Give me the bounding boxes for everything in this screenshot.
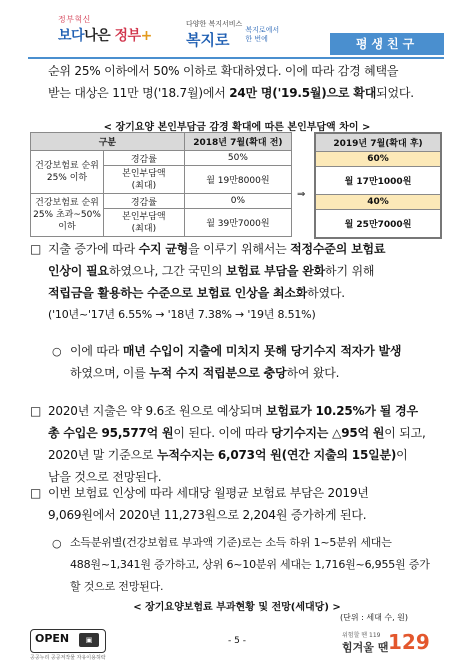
table1-label: 본인부담액 (최대)	[104, 209, 185, 237]
para1-line2a: 받는 대상은 11만 명('18.7월)에서	[48, 86, 230, 100]
para1-line2b: 24만 명('19.5월)으로 확대	[229, 86, 377, 100]
paragraph-1	[48, 60, 443, 104]
logo-small-text: 정부혁신	[58, 15, 91, 24]
hotline-logo	[342, 630, 442, 660]
header-divider	[28, 57, 444, 59]
table1-group-1: 건강보험료 순위 25% 이하	[31, 151, 104, 194]
table1-after-cell: 40%	[315, 195, 441, 210]
table1-cell: 월 19만8000원	[184, 166, 291, 194]
table1-label: 본인부담액 (최대)	[104, 166, 185, 194]
bokjiro-brand: 복지로	[186, 31, 230, 49]
circle-bullet-icon: ○	[52, 345, 62, 358]
license-icon: ▣	[79, 633, 99, 647]
lifelong-friend-tag: 평생친구	[330, 33, 444, 55]
bokjiro-logo	[186, 20, 279, 50]
open-license-sub: 공공누리 공공저작물 자유이용허락	[30, 655, 106, 661]
bokjiro-right-2: 한 번에	[245, 35, 268, 43]
hotline-text: 힘겨울 땐	[342, 641, 389, 654]
arrow-icon: ⇒	[297, 189, 306, 200]
table1-after-cell: 월 17만1000원	[315, 167, 441, 195]
logo-text-b: 나은	[84, 28, 111, 44]
table1-group-2: 건강보험료 순위 25% 초과~50% 이하	[31, 194, 104, 237]
table1-title: < 장기요양 본인부담금 감경 확대에 따른 본인부담액 차이 >	[103, 122, 371, 133]
hotline-small: 위험할 땐 119	[342, 632, 381, 639]
table1-after-cell: 60%	[315, 152, 441, 167]
table1-col-after: 2019년 7월(확대 후)	[315, 133, 441, 152]
table1-col-before: 2018년 7월(확대 전)	[184, 133, 291, 151]
square-bullet-icon: □	[30, 486, 42, 500]
paragraph-4: 2020년 지출은 약 9.6조 원으로 예상되며 보험료가 10.25%가 될 경우 총 수입은 95,577억 원이 된다. 이에 따라 당기수지는 △95억 원이 되고, 2020년 말 기준으로 누적수지는 6,073억 원(연간 지출의 15일분)이 남을 것으로 전망된다.	[48, 404, 426, 484]
paragraph-6: 소득분위별(건강보험료 부과액 기준)로는 소득 하위 1~5분위 세대는 488원~1,341원 증가하고, 상위 6~10분위 세대는 1,716원~6,955원 증가 할 것으로 전망된다.	[70, 536, 430, 593]
gov-innovation-logo	[58, 14, 152, 45]
paragraph-3: 이에 따라 매년 수입이 지출에 미치지 못해 당기수지 적자가 발생 하였으며, 이를 누적 수지 적립분으로 충당하여 왔다.	[70, 344, 402, 380]
table1-col-group: 구분	[31, 133, 185, 151]
paragraph-2: 지출 증가에 따라 수지 균형을 이루기 위해서는 적정수준의 보험료 인상이 필요하였으나, 그간 국민의 보험료 부담을 완화하기 위해 적립금을 활용하는 수준으로 보험료 인상을 최소화하였다. ('10년~'17년 6.55% → '18년 7.38% → '19년 8.51%)	[48, 238, 443, 326]
rate-history: ('10년~'17년 6.55% → '18년 7.38% → '19년 8.51%)	[48, 308, 316, 321]
table1-before	[30, 132, 292, 237]
hotline-number: 129	[388, 630, 430, 654]
bokjiro-small-text: 다양한 복지서비스	[186, 20, 243, 28]
table2-unit: (단위 : 세대 수, 원)	[340, 613, 409, 622]
table1-label: 경감률	[104, 194, 185, 209]
plus-icon: +	[140, 28, 152, 44]
circle-bullet-icon: ○	[52, 537, 62, 550]
square-bullet-icon: □	[30, 242, 42, 256]
square-bullet-icon: □	[30, 404, 42, 418]
table1-cell: 0%	[184, 194, 291, 209]
para1-line1: 순위 25% 이하에서 50% 이하로 확대하였다. 이에 따라 감경 혜택을	[48, 64, 399, 78]
table1-label: 경감률	[104, 151, 185, 166]
para1-line2c: 되었다.	[376, 86, 414, 100]
logo-text-c: 정부	[114, 28, 141, 44]
table1-after	[314, 132, 442, 239]
page-number: - 5 -	[228, 636, 246, 646]
table1-cell: 50%	[184, 151, 291, 166]
open-text: OPEN	[35, 632, 70, 645]
logo-text-a: 보다	[58, 28, 85, 44]
bokjiro-right-1: 복지로에서	[245, 26, 280, 34]
table1-cell: 월 39만7000원	[184, 209, 291, 237]
table2-title: < 장기요양보험료 부과현황 및 전망(세대당) >	[133, 602, 341, 613]
paragraph-5: 이번 보험료 인상에 따라 세대당 월평균 보험료 부담은 2019년 9,069원에서 2020년 11,273원으로 2,204원 증가하게 된다.	[48, 486, 369, 522]
table1-after-cell: 월 25만7000원	[315, 210, 441, 238]
